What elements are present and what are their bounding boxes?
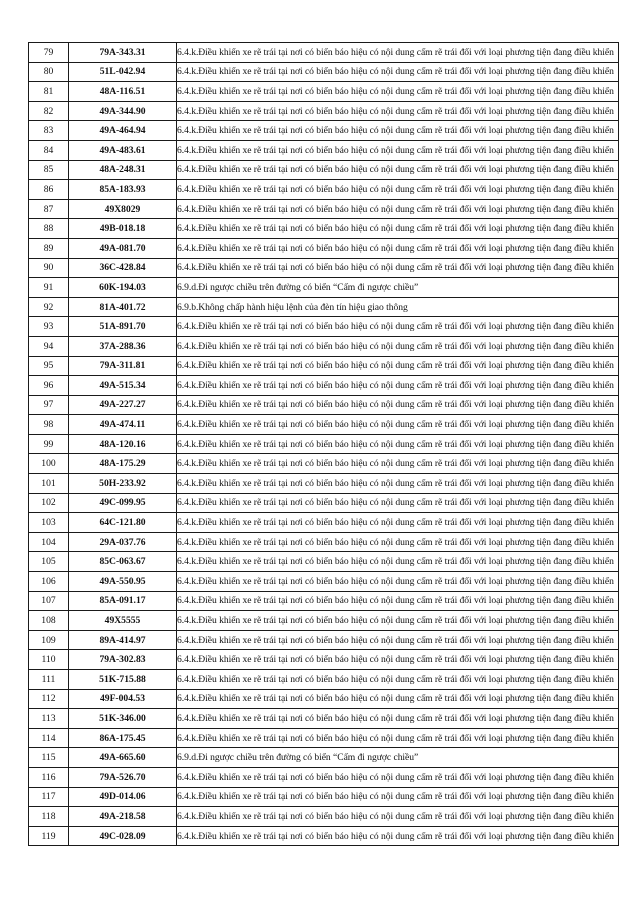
violation-description: 6.4.k.Điều khiển xe rẽ trái tại nơi có biển báo hiệu có nội dung cấm rẽ trái đối với loại phương tiện đang điều khiển — [177, 807, 619, 827]
license-plate: 79A-311.81 — [69, 356, 177, 376]
license-plate: 36C-428.84 — [69, 258, 177, 278]
license-plate: 48A-120.16 — [69, 434, 177, 454]
license-plate: 49A-483.61 — [69, 140, 177, 160]
table-row — [29, 219, 619, 239]
table-row — [29, 258, 619, 278]
row-number: 114 — [29, 728, 69, 748]
table-row — [29, 121, 619, 141]
row-number: 102 — [29, 493, 69, 513]
row-number: 113 — [29, 709, 69, 729]
license-plate: 64C-121.80 — [69, 513, 177, 533]
violation-description: 6.4.k.Điều khiển xe rẽ trái tại nơi có biển báo hiệu có nội dung cấm rẽ trái đối với loại phương tiện đang điều khiển — [177, 258, 619, 278]
row-number: 88 — [29, 219, 69, 239]
table-row — [29, 552, 619, 572]
row-number: 80 — [29, 62, 69, 82]
row-number: 108 — [29, 611, 69, 631]
license-plate: 49A-081.70 — [69, 238, 177, 258]
table-row — [29, 767, 619, 787]
table-row — [29, 140, 619, 160]
violation-description: 6.4.k.Điều khiển xe rẽ trái tại nơi có biển báo hiệu có nội dung cấm rẽ trái đối với loại phương tiện đang điều khiển — [177, 513, 619, 533]
license-plate: 48A-248.31 — [69, 160, 177, 180]
table-row — [29, 238, 619, 258]
table-row — [29, 180, 619, 200]
table-row — [29, 43, 619, 63]
row-number: 92 — [29, 297, 69, 317]
table-row — [29, 101, 619, 121]
row-number: 110 — [29, 650, 69, 670]
table-row — [29, 807, 619, 827]
violation-description: 6.4.k.Điều khiển xe rẽ trái tại nơi có biển báo hiệu có nội dung cấm rẽ trái đối với loại phương tiện đang điều khiển — [177, 336, 619, 356]
license-plate: 79A-302.83 — [69, 650, 177, 670]
license-plate: 79A-526.70 — [69, 767, 177, 787]
violation-description: 6.4.k.Điều khiển xe rẽ trái tại nơi có biển báo hiệu có nội dung cấm rẽ trái đối với loại phương tiện đang điều khiển — [177, 728, 619, 748]
license-plate: 49B-018.18 — [69, 219, 177, 239]
violation-description: 6.4.k.Điều khiển xe rẽ trái tại nơi có biển báo hiệu có nội dung cấm rẽ trái đối với loại phương tiện đang điều khiển — [177, 434, 619, 454]
row-number: 81 — [29, 82, 69, 102]
row-number: 93 — [29, 317, 69, 337]
license-plate: 49X5555 — [69, 611, 177, 631]
license-plate: 49C-028.09 — [69, 826, 177, 846]
table-row — [29, 82, 619, 102]
row-number: 119 — [29, 826, 69, 846]
license-plate: 48A-175.29 — [69, 454, 177, 474]
violations-table — [28, 42, 619, 846]
row-number: 83 — [29, 121, 69, 141]
violation-description: 6.4.k.Điều khiển xe rẽ trái tại nơi có biển báo hiệu có nội dung cấm rẽ trái đối với loại phương tiện đang điều khiển — [177, 591, 619, 611]
table-row — [29, 728, 619, 748]
table-row — [29, 415, 619, 435]
violation-description: 6.4.k.Điều khiển xe rẽ trái tại nơi có biển báo hiệu có nội dung cấm rẽ trái đối với loại phương tiện đang điều khiển — [177, 317, 619, 337]
table-row — [29, 611, 619, 631]
row-number: 98 — [29, 415, 69, 435]
row-number: 82 — [29, 101, 69, 121]
table-row — [29, 513, 619, 533]
license-plate: 49X8029 — [69, 199, 177, 219]
table-row — [29, 376, 619, 396]
table-row — [29, 62, 619, 82]
violation-description: 6.9.d.Đi ngược chiều trên đường có biển “Cấm đi ngược chiều” — [177, 278, 619, 298]
row-number: 115 — [29, 748, 69, 768]
license-plate: 49F-004.53 — [69, 689, 177, 709]
violation-description: 6.4.k.Điều khiển xe rẽ trái tại nơi có biển báo hiệu có nội dung cấm rẽ trái đối với loại phương tiện đang điều khiển — [177, 62, 619, 82]
table-row — [29, 297, 619, 317]
violation-description: 6.4.k.Điều khiển xe rẽ trái tại nơi có biển báo hiệu có nội dung cấm rẽ trái đối với loại phương tiện đang điều khiển — [177, 709, 619, 729]
row-number: 89 — [29, 238, 69, 258]
table-row — [29, 356, 619, 376]
violation-description: 6.4.k.Điều khiển xe rẽ trái tại nơi có biển báo hiệu có nội dung cấm rẽ trái đối với loại phương tiện đang điều khiển — [177, 101, 619, 121]
table-row — [29, 493, 619, 513]
license-plate: 50H-233.92 — [69, 474, 177, 494]
violation-description: 6.4.k.Điều khiển xe rẽ trái tại nơi có biển báo hiệu có nội dung cấm rẽ trái đối với loại phương tiện đang điều khiển — [177, 611, 619, 631]
violation-description: 6.4.k.Điều khiển xe rẽ trái tại nơi có biển báo hiệu có nội dung cấm rẽ trái đối với loại phương tiện đang điều khiển — [177, 826, 619, 846]
license-plate: 49C-099.95 — [69, 493, 177, 513]
row-number: 91 — [29, 278, 69, 298]
violation-description: 6.4.k.Điều khiển xe rẽ trái tại nơi có biển báo hiệu có nội dung cấm rẽ trái đối với loại phương tiện đang điều khiển — [177, 140, 619, 160]
violation-description: 6.4.k.Điều khiển xe rẽ trái tại nơi có biển báo hiệu có nội dung cấm rẽ trái đối với loại phương tiện đang điều khiển — [177, 356, 619, 376]
license-plate: 49D-014.06 — [69, 787, 177, 807]
row-number: 85 — [29, 160, 69, 180]
row-number: 111 — [29, 670, 69, 690]
violation-description: 6.9.b.Không chấp hành hiệu lệnh của đèn tín hiệu giao thông — [177, 297, 619, 317]
row-number: 105 — [29, 552, 69, 572]
row-number: 99 — [29, 434, 69, 454]
row-number: 103 — [29, 513, 69, 533]
row-number: 79 — [29, 43, 69, 63]
license-plate: 49A-218.58 — [69, 807, 177, 827]
violation-description: 6.4.k.Điều khiển xe rẽ trái tại nơi có biển báo hiệu có nội dung cấm rẽ trái đối với loại phương tiện đang điều khiển — [177, 43, 619, 63]
violation-description: 6.4.k.Điều khiển xe rẽ trái tại nơi có biển báo hiệu có nội dung cấm rẽ trái đối với loại phương tiện đang điều khiển — [177, 219, 619, 239]
row-number: 101 — [29, 474, 69, 494]
violation-description: 6.4.k.Điều khiển xe rẽ trái tại nơi có biển báo hiệu có nội dung cấm rẽ trái đối với loại phương tiện đang điều khiển — [177, 121, 619, 141]
violation-description: 6.4.k.Điều khiển xe rẽ trái tại nơi có biển báo hiệu có nội dung cấm rẽ trái đối với loại phương tiện đang điều khiển — [177, 454, 619, 474]
row-number: 109 — [29, 630, 69, 650]
table-row — [29, 454, 619, 474]
violation-description: 6.4.k.Điều khiển xe rẽ trái tại nơi có biển báo hiệu có nội dung cấm rẽ trái đối với loại phương tiện đang điều khiển — [177, 415, 619, 435]
violation-description: 6.4.k.Điều khiển xe rẽ trái tại nơi có biển báo hiệu có nội dung cấm rẽ trái đối với loại phương tiện đang điều khiển — [177, 493, 619, 513]
violation-description: 6.4.k.Điều khiển xe rẽ trái tại nơi có biển báo hiệu có nội dung cấm rẽ trái đối với loại phương tiện đang điều khiển — [177, 572, 619, 592]
violation-description: 6.4.k.Điều khiển xe rẽ trái tại nơi có biển báo hiệu có nội dung cấm rẽ trái đối với loại phương tiện đang điều khiển — [177, 787, 619, 807]
table-row — [29, 474, 619, 494]
license-plate: 51L-042.94 — [69, 62, 177, 82]
violation-description: 6.4.k.Điều khiển xe rẽ trái tại nơi có biển báo hiệu có nội dung cấm rẽ trái đối với loại phương tiện đang điều khiển — [177, 689, 619, 709]
table-row — [29, 630, 619, 650]
license-plate: 49A-665.60 — [69, 748, 177, 768]
row-number: 112 — [29, 689, 69, 709]
license-plate: 49A-515.34 — [69, 376, 177, 396]
license-plate: 85A-183.93 — [69, 180, 177, 200]
license-plate: 49A-464.94 — [69, 121, 177, 141]
license-plate: 79A-343.31 — [69, 43, 177, 63]
violation-description: 6.4.k.Điều khiển xe rẽ trái tại nơi có biển báo hiệu có nội dung cấm rẽ trái đối với loại phương tiện đang điều khiển — [177, 650, 619, 670]
row-number: 96 — [29, 376, 69, 396]
license-plate: 60K-194.03 — [69, 278, 177, 298]
license-plate: 89A-414.97 — [69, 630, 177, 650]
license-plate: 86A-175.45 — [69, 728, 177, 748]
license-plate: 49A-227.27 — [69, 395, 177, 415]
violations-table-body — [29, 43, 619, 846]
row-number: 116 — [29, 767, 69, 787]
table-row — [29, 709, 619, 729]
license-plate: 37A-288.36 — [69, 336, 177, 356]
license-plate: 51A-891.70 — [69, 317, 177, 337]
row-number: 95 — [29, 356, 69, 376]
violation-description: 6.4.k.Điều khiển xe rẽ trái tại nơi có biển báo hiệu có nội dung cấm rẽ trái đối với loại phương tiện đang điều khiển — [177, 767, 619, 787]
table-row — [29, 670, 619, 690]
violation-description: 6.4.k.Điều khiển xe rẽ trái tại nơi có biển báo hiệu có nội dung cấm rẽ trái đối với loại phương tiện đang điều khiển — [177, 238, 619, 258]
row-number: 84 — [29, 140, 69, 160]
violation-description: 6.4.k.Điều khiển xe rẽ trái tại nơi có biển báo hiệu có nội dung cấm rẽ trái đối với loại phương tiện đang điều khiển — [177, 180, 619, 200]
violation-description: 6.4.k.Điều khiển xe rẽ trái tại nơi có biển báo hiệu có nội dung cấm rẽ trái đối với loại phương tiện đang điều khiển — [177, 160, 619, 180]
table-row — [29, 434, 619, 454]
violation-description: 6.9.d.Đi ngược chiều trên đường có biển “Cấm đi ngược chiều” — [177, 748, 619, 768]
row-number: 117 — [29, 787, 69, 807]
violation-description: 6.4.k.Điều khiển xe rẽ trái tại nơi có biển báo hiệu có nội dung cấm rẽ trái đối với loại phương tiện đang điều khiển — [177, 199, 619, 219]
license-plate: 85A-091.17 — [69, 591, 177, 611]
row-number: 107 — [29, 591, 69, 611]
violation-description: 6.4.k.Điều khiển xe rẽ trái tại nơi có biển báo hiệu có nội dung cấm rẽ trái đối với loại phương tiện đang điều khiển — [177, 395, 619, 415]
table-row — [29, 748, 619, 768]
license-plate: 49A-550.95 — [69, 572, 177, 592]
license-plate: 48A-116.51 — [69, 82, 177, 102]
violation-description: 6.4.k.Điều khiển xe rẽ trái tại nơi có biển báo hiệu có nội dung cấm rẽ trái đối với loại phương tiện đang điều khiển — [177, 670, 619, 690]
violation-description: 6.4.k.Điều khiển xe rẽ trái tại nơi có biển báo hiệu có nội dung cấm rẽ trái đối với loại phương tiện đang điều khiển — [177, 532, 619, 552]
table-row — [29, 336, 619, 356]
violation-description: 6.4.k.Điều khiển xe rẽ trái tại nơi có biển báo hiệu có nội dung cấm rẽ trái đối với loại phương tiện đang điều khiển — [177, 552, 619, 572]
table-row — [29, 572, 619, 592]
row-number: 87 — [29, 199, 69, 219]
row-number: 97 — [29, 395, 69, 415]
table-row — [29, 317, 619, 337]
row-number: 100 — [29, 454, 69, 474]
table-row — [29, 160, 619, 180]
row-number: 86 — [29, 180, 69, 200]
table-row — [29, 689, 619, 709]
license-plate: 49A-474.11 — [69, 415, 177, 435]
license-plate: 85C-063.67 — [69, 552, 177, 572]
table-row — [29, 650, 619, 670]
table-row — [29, 532, 619, 552]
row-number: 104 — [29, 532, 69, 552]
row-number: 90 — [29, 258, 69, 278]
violation-description: 6.4.k.Điều khiển xe rẽ trái tại nơi có biển báo hiệu có nội dung cấm rẽ trái đối với loại phương tiện đang điều khiển — [177, 474, 619, 494]
license-plate: 51K-346.00 — [69, 709, 177, 729]
row-number: 106 — [29, 572, 69, 592]
violation-description: 6.4.k.Điều khiển xe rẽ trái tại nơi có biển báo hiệu có nội dung cấm rẽ trái đối với loại phương tiện đang điều khiển — [177, 376, 619, 396]
license-plate: 29A-037.76 — [69, 532, 177, 552]
table-row — [29, 278, 619, 298]
row-number: 118 — [29, 807, 69, 827]
violation-description: 6.4.k.Điều khiển xe rẽ trái tại nơi có biển báo hiệu có nội dung cấm rẽ trái đối với loại phương tiện đang điều khiển — [177, 630, 619, 650]
violation-description: 6.4.k.Điều khiển xe rẽ trái tại nơi có biển báo hiệu có nội dung cấm rẽ trái đối với loại phương tiện đang điều khiển — [177, 82, 619, 102]
table-row — [29, 787, 619, 807]
table-row — [29, 199, 619, 219]
row-number: 94 — [29, 336, 69, 356]
table-row — [29, 591, 619, 611]
license-plate: 49A-344.90 — [69, 101, 177, 121]
license-plate: 51K-715.88 — [69, 670, 177, 690]
license-plate: 81A-401.72 — [69, 297, 177, 317]
table-row — [29, 395, 619, 415]
table-row — [29, 826, 619, 846]
